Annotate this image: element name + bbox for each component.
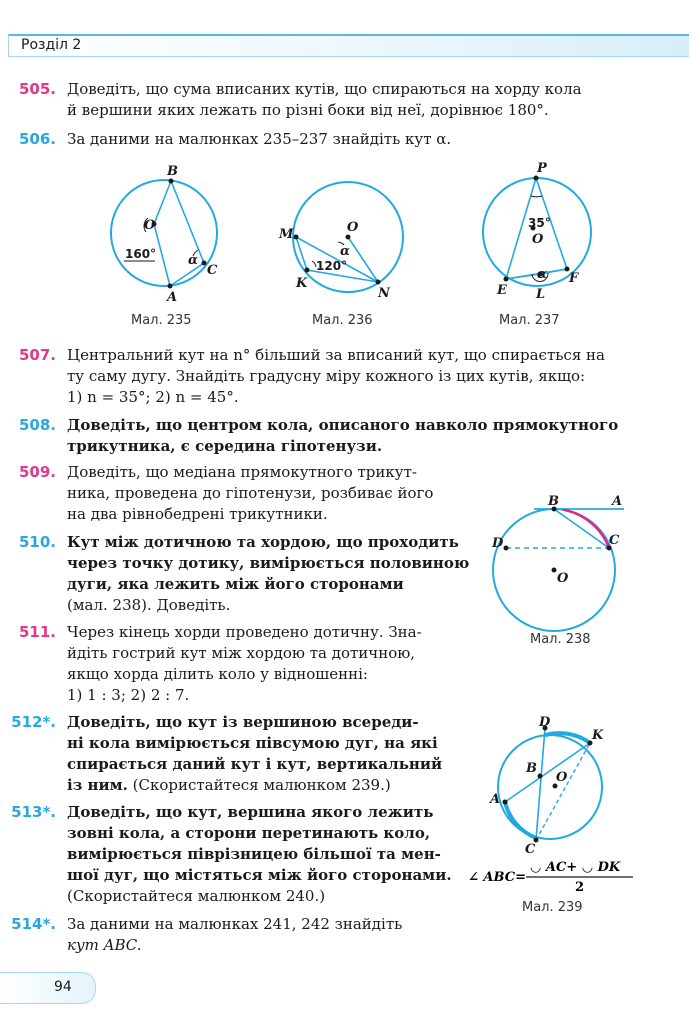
label-F: F [569,271,579,286]
alpha-label: α [188,253,199,268]
problem-line: ника, проведена до гіпотенузи, розбиває його [67,484,434,502]
problem-line: йдіть гострий кут між хордою та дотичною, [67,644,416,662]
problem-line: ту саму дугу. Знайдіть градусну міру кожного із цих кутів, якщо: [67,367,586,385]
problem-line: спирається даний кут і кут, вертикальний [67,755,443,773]
section-title: Розділ 2 [21,37,82,53]
problem-line: (Скористайтеся малюнком 240.) [67,887,326,905]
label-O: O [557,571,569,586]
figure-237 [470,160,600,305]
label-A: A [612,494,623,509]
problem-510 [18,532,472,616]
formula-239 [468,858,638,894]
caption-237: Мал. 237 [499,313,560,328]
angle-value: 160° [125,247,157,261]
problem-number: 507. [18,346,56,364]
label-M: M [279,227,294,242]
label-C: C [609,533,620,548]
problem-line: За даними на малюнках 241, 242 знайдіть [67,915,403,933]
label-C: C [525,842,536,856]
problem-line: 1) n = 35°; 2) n = 45°. [67,388,239,406]
section-header [8,34,689,57]
label-K: K [592,728,604,743]
problem-number: 514*. [11,915,56,933]
label-K: K [296,276,308,291]
problem-line: дуги, яка лежить між його сторонами [67,575,404,593]
page-number-tab [0,972,96,1004]
figure-239 [480,708,615,856]
caption-239: Мал. 239 [522,900,583,915]
figure-236 [272,175,412,310]
problem-512 [11,712,455,796]
label-B: B [167,164,178,179]
problem-line: Доведіть, що центром кола, описаного навколо прямокутного [67,416,619,434]
problem-line: (мал. 238). Доведіть. [67,596,231,614]
problem-line: зовні кола, а сторони перетинають коло, [67,824,431,842]
problem-number: 506. [18,130,56,148]
problem-line: ні кола вимірюється півсумою дуг, на які [67,734,438,752]
central-angle [154,181,171,286]
problem-line: Через кінець хорди проведено дотичну. Зна- [67,623,422,641]
label-D: D [492,536,504,551]
label-A: A [167,290,178,305]
problem-line: шої дуг, що містяться між його сторонами. [67,866,452,884]
problem-number: 509. [18,463,56,481]
label-O: O [532,232,544,247]
label-O: O [556,770,568,785]
problem-line: За даними на малюнках 235–237 знайдіть кут α. [67,130,452,148]
problem-line: 1) 1 : 3; 2) 2 : 7. [67,686,190,704]
alpha-label: α [537,267,548,282]
problem-509 [18,462,472,525]
caption-235: Мал. 235 [131,313,192,328]
label-O: O [347,220,359,235]
problem-513 [11,802,455,907]
label-O: O [144,218,156,233]
problem-number: 511. [18,623,56,641]
figure-238 [488,492,628,632]
problem-line: Доведіть, що кут із вершиною всереди- [67,713,419,731]
circle [111,180,217,286]
problem-line: Доведіть, що сума вписаних кутів, що спираються на хорду кола [67,80,582,98]
formula-numerator: ◡ AC+ ◡ DK [530,860,621,875]
problem-line: кут ABC. [67,936,142,954]
angle-value: 120° [316,259,348,273]
chord-DC [536,728,545,840]
problem-line: Кут між дотичною та хордою, що проходить [67,533,459,551]
problem-line: із ним. [67,776,128,794]
inscribed-angle [170,181,204,286]
problem-line: на два рівнобедрені трикутники. [67,505,328,523]
problem-number: 510. [18,533,56,551]
angle-value: 35° [528,216,551,230]
problem-507 [18,345,637,408]
label-A: A [490,792,501,807]
figure-235 [105,162,230,307]
problem-line: через точку дотику, вимірюється половиною [67,554,470,572]
problem-number: 513*. [11,803,56,821]
problem-line: якщо хорда ділить коло у відношенні: [67,665,368,683]
problem-line: вимірюється піврізницею більшої та мен- [67,845,441,863]
label-N: N [378,286,390,301]
label-E: E [497,283,507,298]
problem-line: трикутника, є середина гіпотенузи. [67,437,383,455]
problem-508 [18,415,637,457]
problem-line: Доведіть, що медіана прямокутного трикут- [67,463,417,481]
chord-AK [505,743,590,802]
label-B: B [548,494,559,509]
label-B: B [526,761,537,776]
problem-number: 505. [18,80,56,98]
formula-lhs: ∠ ABC= [468,870,526,885]
page-number: 94 [54,979,72,995]
alpha-label: α [340,244,351,259]
problem-506 [18,129,637,150]
problem-line: (Скористайтеся малюнком 239.) [127,776,391,794]
problem-514 [11,914,455,956]
label-P: P [537,161,547,176]
problem-number: 512*. [11,713,56,731]
label-C: C [207,263,218,278]
problem-505 [18,79,637,121]
problem-line: Доведіть, що кут, вершина якого лежить [67,803,434,821]
label-D: D [539,715,551,730]
problem-line: й вершини яких лежать по різні боки від неї, дорівнює 180°. [67,101,549,119]
label-L: L [536,287,546,302]
problem-line: Центральний кут на n° більший за вписаний кут, що спирається на [67,346,605,364]
dashed-chord [536,743,590,840]
problem-511 [18,622,472,706]
problem-number: 508. [18,416,56,434]
caption-236: Мал. 236 [312,313,373,328]
formula-denominator: 2 [575,880,585,894]
caption-238: Мал. 238 [530,632,591,647]
